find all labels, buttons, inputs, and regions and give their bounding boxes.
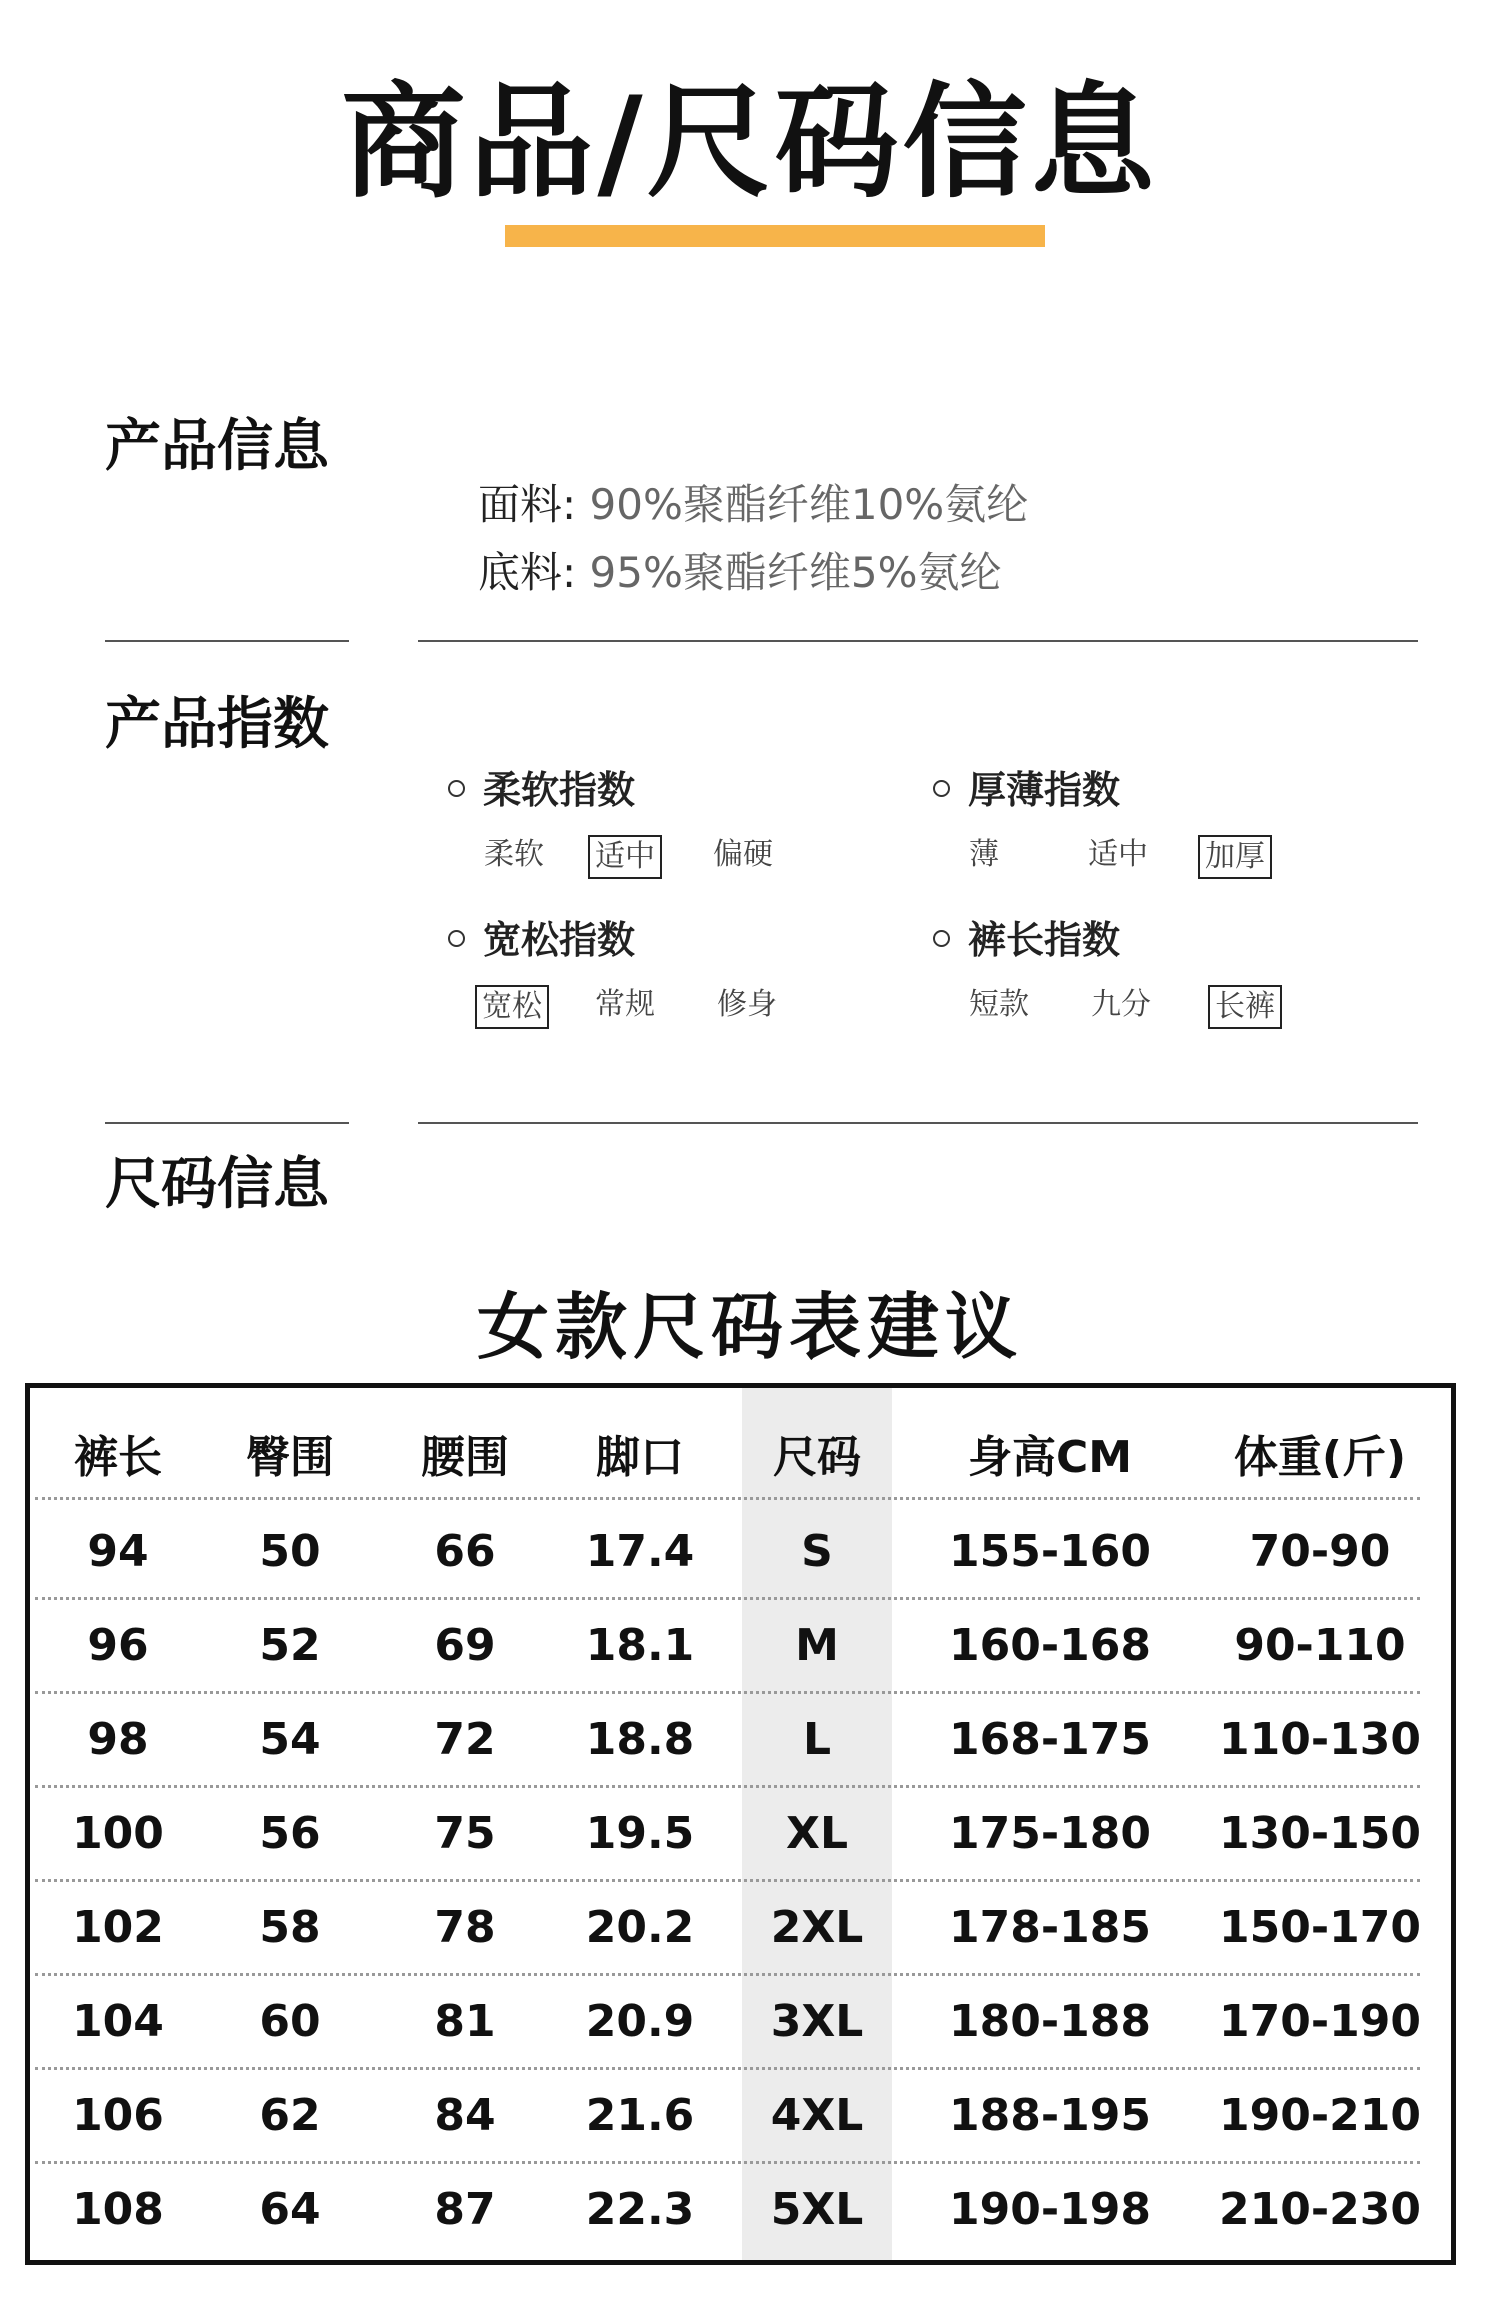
table-cell: 188-195 [949, 2090, 1151, 2141]
table-cell: 102 [72, 1902, 164, 1953]
index-looseness [448, 915, 908, 1024]
table-row [30, 1693, 1451, 1787]
title-accent-bar [505, 225, 1045, 247]
index-option-selected: 加厚 [1198, 835, 1272, 879]
section-title-size-info: 尺码信息 [105, 1152, 329, 1217]
table-cell: 2XL [770, 1902, 864, 1953]
table-cell: L [802, 1714, 832, 1765]
table-cell: 78 [434, 1902, 496, 1953]
table-cell: 90-110 [1234, 1620, 1406, 1671]
table-cell: 21.6 [585, 2090, 695, 2141]
index-option-selected: 宽松 [475, 985, 549, 1029]
table-cell: 69 [434, 1620, 496, 1671]
column-header: 体重(斤) [1233, 1432, 1407, 1483]
page-title: 商品/尺码信息 [341, 71, 1159, 215]
table-cell: 75 [434, 1808, 496, 1859]
index-option: 适中 [1088, 837, 1148, 872]
index-option: 短款 [969, 987, 1029, 1022]
index-option: 修身 [717, 987, 777, 1022]
table-cell: XL [786, 1808, 848, 1859]
table-cell: 20.2 [585, 1902, 695, 1953]
table-cell: 108 [72, 2184, 164, 2235]
index-title: 厚薄指数 [968, 768, 1121, 812]
column-header: 尺码 [773, 1432, 861, 1483]
table-cell: 5XL [770, 2184, 864, 2235]
table-cell: 130-150 [1219, 1808, 1421, 1859]
table-cell: 70-90 [1249, 1526, 1391, 1577]
table-cell: 168-175 [949, 1714, 1151, 1765]
table-row [30, 1975, 1451, 2069]
table-cell: 62 [259, 2090, 321, 2141]
index-title: 宽松指数 [483, 918, 636, 962]
table-cell: 60 [259, 1996, 321, 2047]
row-divider [35, 1497, 1420, 1500]
table-cell: S [801, 1526, 833, 1577]
table-cell: 104 [72, 1996, 164, 2047]
fabric-label: 面料: [478, 480, 577, 529]
lining-label: 底料: [478, 548, 577, 597]
table-cell: 94 [87, 1526, 149, 1577]
table-cell: 178-185 [949, 1902, 1151, 1953]
index-softness [448, 765, 908, 874]
table-cell: 180-188 [949, 1996, 1151, 2047]
table-cell: 190-198 [949, 2184, 1151, 2235]
table-cell: 81 [434, 1996, 496, 2047]
table-cell: 20.9 [585, 1996, 695, 2047]
table-row [30, 1599, 1451, 1693]
index-option: 薄 [969, 837, 999, 872]
fabric-row [478, 475, 1028, 535]
lining-row [478, 543, 1002, 603]
index-length [933, 915, 1393, 1024]
table-row [30, 1505, 1451, 1599]
index-option-selected: 适中 [588, 835, 662, 879]
column-header: 腰围 [421, 1432, 509, 1483]
table-cell: 210-230 [1219, 2184, 1421, 2235]
table-cell: 18.1 [585, 1620, 695, 1671]
section-title-product-index: 产品指数 [105, 692, 329, 757]
bullet-circle-icon [448, 780, 465, 797]
index-title: 裤长指数 [968, 918, 1121, 962]
index-thickness [933, 765, 1393, 874]
index-option: 柔软 [484, 837, 544, 872]
table-row [30, 1881, 1451, 1975]
table-cell: 106 [72, 2090, 164, 2141]
table-cell: 170-190 [1219, 1996, 1421, 2047]
table-cell: 72 [434, 1714, 496, 1765]
index-option: 常规 [595, 987, 655, 1022]
index-option: 偏硬 [713, 837, 773, 872]
table-cell: 56 [259, 1808, 321, 1859]
table-header-row [30, 1411, 1451, 1505]
table-cell: 87 [434, 2184, 496, 2235]
table-cell: 175-180 [949, 1808, 1151, 1859]
table-cell: 155-160 [949, 1526, 1151, 1577]
table-cell: 52 [259, 1620, 321, 1671]
divider [105, 1122, 349, 1124]
table-cell: 98 [87, 1714, 149, 1765]
lining-value: 95%聚酯纤维5%氨纶 [589, 548, 1002, 597]
divider [418, 1122, 1418, 1124]
column-header: 裤长 [74, 1432, 162, 1483]
bullet-circle-icon [448, 930, 465, 947]
column-header: 臀围 [246, 1432, 334, 1483]
table-cell: 17.4 [585, 1526, 695, 1577]
bullet-circle-icon [933, 930, 950, 947]
table-cell: 18.8 [585, 1714, 695, 1765]
section-title-product-info: 产品信息 [105, 414, 329, 479]
table-cell: 4XL [770, 2090, 864, 2141]
table-cell: 19.5 [585, 1808, 695, 1859]
divider [418, 640, 1418, 642]
table-cell: 150-170 [1219, 1902, 1421, 1953]
table-row [30, 1787, 1451, 1881]
table-cell: 110-130 [1219, 1714, 1421, 1765]
index-title: 柔软指数 [483, 768, 636, 812]
bullet-circle-icon [933, 780, 950, 797]
table-cell: 54 [259, 1714, 321, 1765]
table-row [30, 2069, 1451, 2163]
table-cell: 22.3 [585, 2184, 695, 2235]
table-cell: 64 [259, 2184, 321, 2235]
index-option-selected: 长裤 [1208, 985, 1282, 1029]
table-cell: M [795, 1620, 839, 1671]
size-table-title: 女款尺码表建议 [476, 1285, 1023, 1369]
column-header: 身高CM [967, 1432, 1133, 1483]
table-cell: 58 [259, 1902, 321, 1953]
table-cell: 160-168 [949, 1620, 1151, 1671]
table-cell: 190-210 [1219, 2090, 1421, 2141]
table-cell: 84 [434, 2090, 496, 2141]
table-cell: 3XL [770, 1996, 864, 2047]
table-cell: 96 [87, 1620, 149, 1671]
index-option: 九分 [1091, 987, 1151, 1022]
table-cell: 50 [259, 1526, 321, 1577]
divider [105, 640, 349, 642]
table-cell: 66 [434, 1526, 496, 1577]
table-cell: 100 [72, 1808, 164, 1859]
table-row [30, 2163, 1451, 2257]
column-header: 脚口 [596, 1432, 684, 1483]
fabric-value: 90%聚酯纤维10%氨纶 [589, 480, 1029, 529]
